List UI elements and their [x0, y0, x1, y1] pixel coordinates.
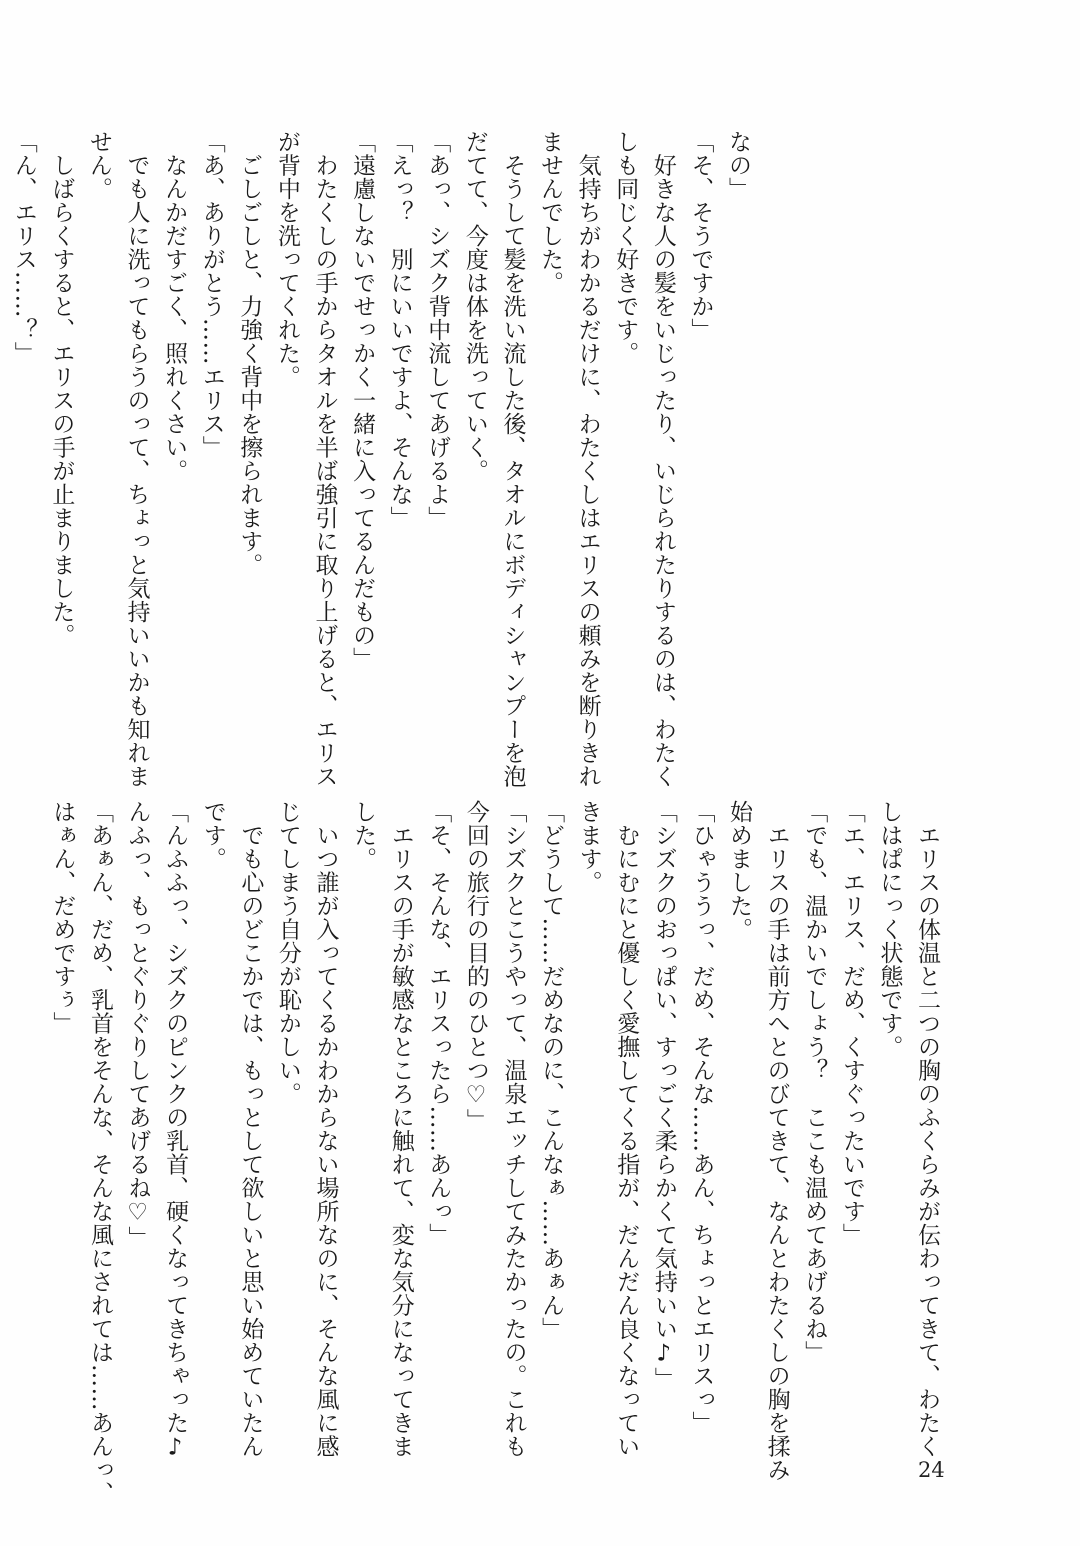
text-line: です。 — [199, 800, 226, 871]
page-number: 24 — [918, 1458, 945, 1482]
text-line: 気持ちがわかるだけに、わたくしはエリスの頼みを断りきれ — [574, 130, 601, 788]
text-line: 「遠慮しないでせっかく一緒に入ってるんだもの」 — [349, 130, 376, 671]
text-line: 「でも、温かいでしょう？ ここも温めてあげるね」 — [801, 800, 828, 1364]
text-line: だてて、今度は体を洗っていく。 — [461, 130, 488, 483]
text-line: ませんでした。 — [537, 130, 564, 295]
text-line: 「どうして……だめなのに、こんなぁ……あぁん」 — [538, 800, 565, 1341]
text-line: 「そ、そうですか」 — [687, 130, 714, 342]
text-line: 「シズクとこうやって、温泉エッチしてみたかったの。これも — [500, 800, 527, 1458]
text-line: しばらくすると、エリスの手が止まりました。 — [48, 130, 75, 647]
text-line: した。 — [350, 800, 377, 871]
text-line: 「ひゃううっ、だめ、そんな……あん、ちょっとエリスっ」 — [688, 800, 715, 1435]
text-line: 「ん、エリス……？」 — [10, 130, 37, 365]
text-line: そうして髪を洗い流した後、タオルにボディシャンプーを泡 — [499, 130, 526, 788]
text-line: わたくしの手からタオルを半ば強引に取り上げると、エリス — [311, 130, 338, 788]
text-line: ごしごしと、力強く背中を擦られます。 — [236, 130, 263, 577]
text-line: なの」 — [725, 130, 751, 201]
text-line: エリスの体温と二つの胸のふくらみが伝わってきて、わたく — [914, 800, 940, 1458]
text-line: でも心のどこかでは、もっとして欲しいと思い始めていたん — [237, 800, 264, 1458]
text-line: はぁん、だめですぅ」 — [49, 800, 76, 1035]
text-line: が背中を洗ってくれた。 — [273, 130, 300, 389]
text-line: なんかだすごく、照れくさい。 — [161, 130, 188, 483]
text-line: 始めました。 — [726, 800, 753, 941]
text-line: 「エ、エリス、だめ、くすぐったいです」 — [838, 800, 865, 1247]
text-line: しはぱにっく状態です。 — [876, 800, 903, 1059]
text-line: むにむにと優しく愛撫してくる指が、だんだん良くなってい — [613, 800, 640, 1458]
text-line: じてしまう自分が恥かしい。 — [274, 800, 301, 1106]
text-line: しも同じく好きです。 — [612, 130, 639, 365]
text-line: いつ誰が入ってくるかわからない場所なのに、そんな風に感 — [312, 800, 339, 1458]
text-line: きます。 — [575, 800, 602, 894]
text-line: 「あ、ありがとう……エリス」 — [198, 130, 225, 459]
text-line: 「そ、そんな、エリスったら……あんっ」 — [425, 800, 452, 1247]
text-line: せん。 — [85, 130, 112, 201]
text-line: 「あぁん、だめ、乳首をそんな、そんな風にされては……あんっ、 — [86, 800, 113, 1505]
text-line: 「んふふっ、シズクのピンクの乳首、硬くなってきちゃった♪ — [162, 800, 189, 1461]
text-line: 好きな人の髪をいじったり、いじられたりするのは、わたく — [649, 130, 676, 788]
text-line — [0, 130, 4, 770]
text-line: エリスの手が敏感なところに触れて、変な気分になってきま — [387, 800, 414, 1458]
text-block-top — [10, 130, 756, 788]
text-line: 「あっ、シズク背中流してあげるよ」 — [424, 130, 451, 530]
text-line: 今回の旅行の目的のひとつ♡」 — [462, 800, 489, 1132]
text-line: エリスの手は前方へとのびてきて、なんとわたくしの胸を揉み — [763, 800, 790, 1482]
text-line: 「えっ？ 別にいいですよ、そんな」 — [386, 130, 413, 530]
text-line: 「シズクのおっぱい、すっごく柔らかくて気持いい♪」 — [650, 800, 677, 1391]
text-line: んふっ、もっとぐりぐりしてあげるね♡」 — [124, 800, 151, 1250]
text-line: でも人に洗ってもらうのって、ちょっと気持いいかも知れま — [123, 130, 150, 788]
